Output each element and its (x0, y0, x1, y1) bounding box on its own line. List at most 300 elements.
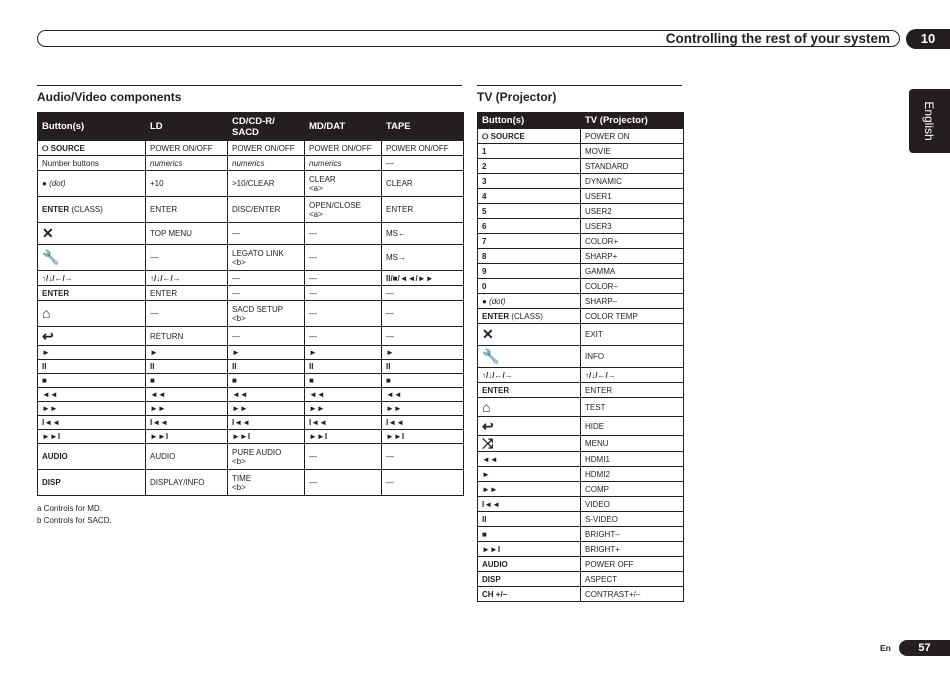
tv-cell-text: VIDEO (585, 499, 610, 509)
tv-cell-text: ► (482, 469, 490, 479)
av-cell (38, 402, 146, 416)
tv-cell-text: USER3 (585, 221, 612, 231)
av-cell-text: — (150, 253, 158, 262)
tv-cell (478, 189, 581, 204)
av-cell-note: <a> (309, 183, 323, 193)
av-cell-text: ►►I (232, 432, 251, 441)
av-button-icon (38, 301, 146, 327)
tv-cell (478, 129, 581, 144)
av-cell-text: ENTER (42, 205, 72, 214)
av-cell-text: ►► (386, 404, 402, 413)
av-cell-text: +10 (150, 179, 164, 188)
av-cell-text: ⌂ (42, 305, 51, 321)
tv-row (478, 159, 684, 174)
tv-header-buttons: Button(s) (478, 113, 581, 129)
av-cell-text: — (232, 288, 240, 298)
tv-row (478, 309, 684, 324)
tv-cell-text: 3 (482, 176, 487, 186)
av-cell-text: ► (232, 348, 240, 357)
tv-row (478, 482, 684, 497)
tv-cell-text: CONTRAST+/– (585, 589, 641, 599)
av-cell-text: 🔧 (42, 249, 60, 265)
av-cell-text: PURE AUDIO (232, 447, 282, 457)
tv-cell (478, 527, 581, 542)
tv-cell-text: DISP (482, 574, 501, 584)
tv-cell-text: MOVIE (585, 146, 611, 156)
tv-row (478, 264, 684, 279)
av-cell (228, 470, 305, 496)
tv-cell-text: HDMI2 (585, 469, 610, 479)
tv-cell (478, 497, 581, 512)
tv-cell-text: ⭘ SOURCE (482, 131, 525, 141)
av-cell-text: ► (150, 348, 158, 357)
av-row (38, 346, 464, 360)
av-cell (382, 171, 464, 197)
tv-row (478, 294, 684, 309)
tv-section-rule (477, 85, 682, 86)
av-cell-text: ►►I (386, 432, 405, 441)
tv-row (478, 587, 684, 602)
av-cell-note: <b> (232, 313, 246, 323)
tv-cell (478, 482, 581, 497)
av-cell-text: ■ (386, 376, 391, 385)
av-cell (228, 141, 305, 156)
av-cell (228, 286, 305, 301)
footnote-b: b Controls for SACD. (37, 515, 112, 525)
tv-cell-text: COMP (585, 484, 609, 494)
av-cell-text: ► (42, 348, 50, 357)
av-cell-text: — (232, 229, 240, 238)
tv-row (478, 324, 684, 346)
av-cell-text: numerics (309, 158, 342, 168)
av-header-buttons: Button(s) (38, 113, 146, 141)
tv-cell-text: DYNAMIC (585, 176, 622, 186)
av-cell-text: CLEAR (309, 174, 336, 184)
tv-cell-text: 1 (482, 146, 487, 156)
av-header-md: MD/DAT (305, 113, 382, 141)
av-cell (382, 327, 464, 346)
av-cell (305, 245, 382, 271)
tv-cell (581, 204, 684, 219)
tv-cell-text: S-VIDEO (585, 514, 618, 524)
tv-cell-text: ⌂ (482, 398, 491, 415)
tv-cell (478, 587, 581, 602)
av-cell-text: AUDIO (150, 452, 176, 461)
av-cell-text: — (232, 331, 240, 341)
av-cell (38, 388, 146, 402)
tv-cell-text: CH +/– (482, 589, 508, 599)
av-cell (38, 171, 146, 197)
av-cell (146, 430, 228, 444)
tv-cell-text: 0 (482, 281, 487, 291)
language-tab (909, 89, 950, 153)
av-row (38, 360, 464, 374)
av-cell-text: I◄◄ (150, 418, 169, 427)
tv-row (478, 129, 684, 144)
tv-button-icon (478, 417, 581, 436)
tv-cell-text: ENTER (482, 385, 510, 395)
av-cell-text: ► (386, 348, 394, 357)
av-cell-text: II/■/◄◄/►► (386, 273, 434, 283)
tv-cell (581, 417, 684, 436)
av-cell-text: DISC/ENTER (232, 205, 281, 214)
tv-cell-text: I◄◄ (482, 499, 501, 509)
footer-language: En (880, 643, 891, 653)
tv-cell-text: ►► (482, 484, 498, 494)
av-cell (382, 360, 464, 374)
tv-cell-text: GAMMA (585, 266, 616, 276)
av-cell-text: II (386, 362, 391, 371)
tv-cell-text: USER2 (585, 206, 612, 216)
tv-row (478, 417, 684, 436)
av-cell (146, 245, 228, 271)
av-cell (38, 444, 146, 470)
av-cell-text: ✕ (42, 225, 54, 241)
tv-cell-text: AUDIO (482, 559, 508, 569)
av-cell-text: POWER ON/OFF (309, 143, 372, 153)
tv-row (478, 279, 684, 294)
av-cell (382, 402, 464, 416)
av-cell (305, 271, 382, 286)
tv-row (478, 204, 684, 219)
tv-row (478, 383, 684, 398)
av-header-ld: LD (146, 113, 228, 141)
av-header-cd: CD/CD-R/ SACD (228, 113, 305, 141)
tv-cell-text: ● (482, 296, 490, 306)
av-cell-text: ↩ (42, 327, 54, 344)
language-label: English (922, 101, 936, 141)
tv-cell-text: MENU (585, 439, 609, 448)
tv-cell (581, 279, 684, 294)
tv-cell-text: BRIGHT+ (585, 544, 620, 554)
tv-cell (581, 557, 684, 572)
tv-cell (581, 436, 684, 452)
tv-cell (478, 467, 581, 482)
footnote-a: a Controls for MD. (37, 504, 102, 513)
av-cell-text: ↑/↓/←/→ (150, 273, 181, 283)
tv-cell-text: ↑/↓/←/→ (482, 370, 513, 380)
av-cell-text: — (386, 331, 394, 341)
av-row (38, 245, 464, 271)
av-cell-text: ►► (150, 404, 166, 413)
chapter-title: Controlling the rest of your system (665, 31, 890, 46)
tv-cell-text: 7 (482, 236, 487, 246)
av-cell-text: I◄◄ (309, 418, 328, 427)
av-components-table (37, 112, 464, 496)
tv-cell (478, 264, 581, 279)
av-cell (38, 374, 146, 388)
av-cell-text: I◄◄ (232, 418, 251, 427)
tv-cell-text: COLOR– (585, 281, 618, 291)
tv-cell-text: COLOR TEMP (585, 311, 638, 321)
av-row (38, 286, 464, 301)
av-cell-subtext: (CLASS) (71, 205, 103, 214)
av-cell-text: DISP (42, 478, 61, 487)
av-cell (382, 197, 464, 223)
tv-header-function: TV (Projector) (581, 113, 684, 129)
tv-cell-text: 4 (482, 191, 487, 201)
av-cell-note: <b> (232, 257, 246, 267)
av-cell-text: ► (309, 348, 317, 357)
av-cell (228, 223, 305, 245)
tv-cell-text: POWER OFF (585, 559, 634, 569)
av-cell (146, 360, 228, 374)
av-cell (305, 444, 382, 470)
tv-cell-text: ■ (482, 529, 487, 539)
tv-cell-text: EXIT (585, 330, 603, 339)
av-cell (382, 444, 464, 470)
tv-row (478, 234, 684, 249)
tv-cell-text: ENTER (585, 385, 613, 395)
tv-cell-text: 9 (482, 266, 487, 276)
av-cell-text: OPEN/CLOSE (309, 200, 362, 210)
av-cell (38, 470, 146, 496)
tv-button-icon (478, 346, 581, 368)
av-cell-text: >10/CLEAR (232, 179, 275, 188)
av-cell (38, 430, 146, 444)
av-cell-text: ↑/↓/←/→ (42, 273, 73, 283)
av-cell (38, 346, 146, 360)
tv-cell-text: II (482, 514, 487, 524)
av-cell-text: — (386, 478, 394, 487)
av-cell-text: ENTER (150, 205, 178, 214)
tv-cell (581, 482, 684, 497)
av-cell-text: ■ (309, 376, 314, 385)
tv-cell-text: 5 (482, 206, 487, 216)
tv-cell (478, 557, 581, 572)
av-cell-text: — (309, 229, 317, 238)
av-cell-text: TIME (232, 473, 252, 483)
av-cell (228, 402, 305, 416)
av-cell-text: — (386, 309, 394, 318)
av-cell (38, 286, 146, 301)
av-cell-text: — (386, 158, 394, 168)
tv-cell-text: USER1 (585, 191, 612, 201)
tv-cell (478, 572, 581, 587)
tv-cell-text: 8 (482, 251, 487, 261)
tv-cell (478, 542, 581, 557)
av-cell-text: POWER ON/OFF (150, 143, 213, 153)
tv-row (478, 467, 684, 482)
av-button-icon (38, 223, 146, 245)
av-button-icon (38, 245, 146, 271)
av-cell-text: MS→ (386, 253, 406, 262)
av-cell-text: SACD SETUP (232, 304, 284, 314)
av-cell (228, 388, 305, 402)
av-cell (382, 416, 464, 430)
tv-row (478, 497, 684, 512)
av-row (38, 141, 464, 156)
tv-cell (581, 129, 684, 144)
av-cell (38, 156, 146, 171)
av-row (38, 301, 464, 327)
av-cell-text: I◄◄ (42, 418, 61, 427)
av-cell (305, 416, 382, 430)
av-cell (305, 286, 382, 301)
av-cell (38, 197, 146, 223)
tv-cell-text: COLOR+ (585, 236, 619, 246)
tv-row (478, 452, 684, 467)
av-cell (228, 271, 305, 286)
av-cell-text: II (42, 362, 47, 371)
tv-row (478, 436, 684, 452)
av-cell (146, 171, 228, 197)
tv-cell-text: ↑/↓/←/→ (585, 370, 616, 380)
av-cell (146, 327, 228, 346)
av-cell-text: POWER ON/OFF (386, 143, 449, 153)
av-cell (305, 141, 382, 156)
av-cell (305, 156, 382, 171)
av-row (38, 374, 464, 388)
av-row (38, 223, 464, 245)
tv-row (478, 144, 684, 159)
tv-cell-text: 🔧 (482, 348, 500, 364)
av-cell (305, 171, 382, 197)
av-cell (305, 223, 382, 245)
av-button-icon (38, 327, 146, 346)
av-cell (382, 245, 464, 271)
av-cell (382, 430, 464, 444)
av-cell-text: ►►I (42, 432, 61, 441)
tv-cell (581, 542, 684, 557)
tv-row (478, 219, 684, 234)
tv-button-icon (478, 324, 581, 346)
tv-cell (581, 189, 684, 204)
av-cell-subtext: (dot) (49, 179, 66, 188)
tv-cell (581, 174, 684, 189)
tv-cell-text: ►►I (482, 544, 501, 554)
av-cell-text: ◄◄ (42, 390, 58, 399)
av-cell-text: ◄◄ (150, 390, 166, 399)
av-cell (228, 156, 305, 171)
tv-cell (581, 264, 684, 279)
av-cell-text: II (309, 362, 314, 371)
av-cell (228, 301, 305, 327)
av-cell (146, 286, 228, 301)
av-cell-text: DISPLAY/INFO (150, 478, 205, 487)
tv-cell (581, 249, 684, 264)
av-row (38, 327, 464, 346)
tv-cell (478, 452, 581, 467)
av-row (38, 470, 464, 496)
tv-cell-text: INFO (585, 352, 605, 361)
tv-cell-text: SHARP+ (585, 251, 618, 261)
av-cell (146, 416, 228, 430)
tv-cell (581, 398, 684, 417)
av-cell (305, 360, 382, 374)
av-cell (382, 346, 464, 360)
av-cell (146, 444, 228, 470)
tv-button-icon (478, 398, 581, 417)
tv-cell-text: ↩ (482, 417, 494, 434)
tv-cell (478, 159, 581, 174)
av-cell-text: ►►I (309, 432, 328, 441)
tv-row (478, 572, 684, 587)
tv-cell-text: ENTER (482, 311, 512, 321)
av-cell (228, 360, 305, 374)
tv-cell (478, 234, 581, 249)
tv-cell (581, 159, 684, 174)
av-cell (305, 197, 382, 223)
av-cell (228, 430, 305, 444)
av-section-rule (37, 85, 462, 86)
av-cell-text: — (386, 452, 394, 461)
page-number: 57 (899, 640, 950, 656)
av-cell (305, 430, 382, 444)
tv-cell (581, 368, 684, 383)
av-row (38, 444, 464, 470)
av-cell (228, 374, 305, 388)
av-cell (38, 141, 146, 156)
tv-cell-text: ◄◄ (482, 454, 498, 464)
tv-cell-text: ⤨ (482, 435, 494, 451)
tv-row (478, 512, 684, 527)
tv-cell (478, 368, 581, 383)
tv-cell (581, 572, 684, 587)
tv-cell (581, 346, 684, 368)
av-row (38, 156, 464, 171)
av-cell-text: ⭘ SOURCE (42, 143, 85, 153)
av-cell-text: — (386, 288, 394, 298)
av-cell (146, 470, 228, 496)
av-cell-text: ◄◄ (309, 390, 325, 399)
av-cell (382, 271, 464, 286)
av-cell (305, 402, 382, 416)
av-cell (228, 171, 305, 197)
av-header-tape: TAPE (382, 113, 464, 141)
tv-button-icon (478, 436, 581, 452)
av-cell-text: LEGATO LINK (232, 248, 284, 258)
tv-section-title: TV (Projector) (477, 90, 557, 104)
av-cell (228, 245, 305, 271)
footnotes (37, 503, 112, 526)
tv-projector-table (477, 112, 684, 602)
av-cell-text: — (309, 253, 317, 262)
av-cell (382, 156, 464, 171)
av-cell (146, 156, 228, 171)
tv-cell-subtext: (CLASS) (511, 311, 543, 321)
av-cell (146, 197, 228, 223)
tv-row (478, 174, 684, 189)
tv-cell-text: TEST (585, 402, 606, 412)
av-cell (228, 416, 305, 430)
tv-cell-text: POWER ON (585, 131, 630, 141)
av-cell (382, 301, 464, 327)
av-cell (228, 346, 305, 360)
av-row (38, 197, 464, 223)
av-cell (38, 416, 146, 430)
av-cell-text: CLEAR (386, 179, 413, 188)
tv-row (478, 368, 684, 383)
av-cell (382, 374, 464, 388)
av-row (38, 402, 464, 416)
av-row (38, 416, 464, 430)
av-cell-text: TOP MENU (150, 229, 192, 238)
tv-cell-text: SHARP– (585, 296, 618, 306)
tv-cell (478, 219, 581, 234)
av-cell-text: ● (42, 179, 50, 188)
av-cell-text: POWER ON/OFF (232, 143, 295, 153)
tv-cell (581, 383, 684, 398)
av-cell-text: MS← (386, 229, 406, 238)
av-cell (38, 360, 146, 374)
tv-cell (581, 309, 684, 324)
av-cell-text: AUDIO (42, 452, 68, 461)
tv-cell-text: 2 (482, 161, 487, 171)
av-cell-text: ENTER (386, 205, 414, 214)
tv-cell (478, 174, 581, 189)
av-row (38, 430, 464, 444)
